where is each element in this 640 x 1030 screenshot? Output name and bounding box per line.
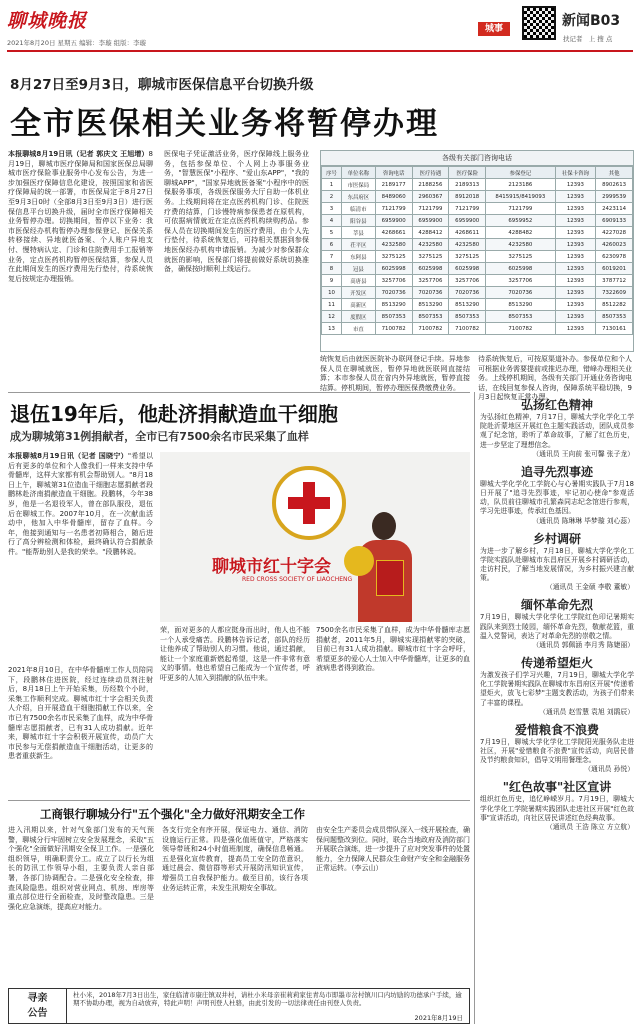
newspaper-logo: 聊城晚报: [7, 10, 88, 32]
table-row: [322, 287, 633, 299]
table-cell: 莘县: [342, 227, 376, 239]
sidebar-item-heading: 爱惜粮食不浪费: [514, 722, 599, 737]
table-cell: 1: [322, 179, 342, 191]
table-cell: 12393: [555, 263, 596, 275]
sidebar-item-text: 组织红色历史，追忆峥嵘岁月。7月19日，聊城大学化学化工学院暑期实践团队走进社区开展"红色故事"宣讲活动，向社区居民讲述红色经典故事。: [480, 795, 634, 822]
table-cell: 4268611: [449, 227, 486, 239]
table-cell: 12393: [555, 311, 596, 323]
table-cell: 2188256: [412, 179, 449, 191]
table-header-cell: 参保登记: [486, 167, 556, 179]
table-row: [322, 215, 633, 227]
qr-caption-2: 上 搜 点: [588, 35, 613, 43]
table-cell: 茌平区: [342, 239, 376, 251]
table-cell: 5: [322, 227, 342, 239]
lead-col-3: 统恢复后由就医医院补办联网登记手续。异地参保人员在聊城就医，暂停异地就医联网直接结算；本市参保人员在省内外异地就医，暂停直接结算。停机期间，暂停办理医保费缴费业务。: [320, 355, 470, 392]
donor-col-2: 2021年8月10日，在中华骨髓库工作人员陪同下，段鹏林住进医院，经过连续动员剂注射后，8月18日上午开始采集，历经数个小时，采集工作顺利完成。聊城市红十字会相关负责人介绍，自开展造血干细胞捐献工作以来，全市已有7500余名市民采集了血样，成为中华骨髓库志愿捐献者，已有31人成功捐献。近年来，聊城市红十字会积极开展宣传，动员广大市民参与无偿捐献造血干细胞活动，让更多的患者重获新生。: [8, 666, 153, 761]
table-cell: 8513290: [375, 299, 412, 311]
sidebar-item: [480, 778, 634, 832]
table-cell: 2423114: [596, 203, 633, 215]
sidebar-item-credit: （通讯员 孙悦）: [584, 765, 634, 774]
lead-col-4: 待系统恢复后，可按原渠道补办。参保单位和个人可根据业务需要提前或推迟办理，错峰办理相关业务。上线停机期间，各级有关部门开通业务咨询电话，在线回复参保人咨询，保障系统平稳切换，9月3日起恢复正常办理。: [478, 355, 632, 402]
table-cell: 2: [322, 191, 342, 203]
notice-label-2: 公告: [27, 1008, 48, 1019]
table-cell: 9: [322, 275, 342, 287]
table-cell: 3275125: [375, 251, 412, 263]
table-cell: 东昌府区: [342, 191, 376, 203]
sidebar-item-text: 为进一步了解乡村，7月18日，聊城大学化学化工学院实践队赴聊城市东昌府区开展乡村调研活动，走访村民，了解当地发展情况，为乡村振兴建言献策。: [480, 546, 634, 583]
sidebar-item: [480, 654, 634, 717]
table-cell: 12393: [555, 275, 596, 287]
icbc-headline: 工商银行聊城分行"五个强化"全力做好汛期安全工作: [40, 807, 305, 821]
table-header-row: [322, 167, 633, 179]
table-cell: 12393: [555, 215, 596, 227]
lead-col-1: [8, 150, 153, 375]
sidebar-item-credit: （通讯员 陈琳琳 毕梦璇 刘心蕊）: [532, 516, 634, 525]
bouquet-icon: [344, 546, 374, 576]
icbc-col-1: 进入汛期以来，针对气象部门发布的天气预警，聊城分行牢固树立安全发展理念，采取"五个强化"全面做好汛期安全保卫工作。一是强化组织领导，明确职责分工。成立了以行长为组长的防汛工作领导小组，主要负责人亲自部署，各部门协调配合。二是强化安全检查，排查风险隐患。组织对营业网点、机房、库房等重点部位进行全面检查，及时整改隐患。三是强化应急演练，提高应对能力。: [8, 826, 154, 911]
table-cell: 6959952: [486, 215, 556, 227]
table-row: [322, 227, 633, 239]
table-cell: 12393: [555, 227, 596, 239]
donor-figure: [350, 512, 420, 622]
table-cell: 6025998: [375, 263, 412, 275]
table-row: [322, 311, 633, 323]
donor-subhead: 成为聊城第31例捐献者，全市已有7500余名市民采集了血样: [10, 430, 309, 443]
table-cell: 12393: [555, 179, 596, 191]
table-cell: 4288482: [486, 227, 556, 239]
table-cell: 6025998: [449, 263, 486, 275]
table-header-cell: 其他: [596, 167, 633, 179]
table-cell: 8507353: [596, 311, 633, 323]
table-cell: 12393: [555, 287, 596, 299]
sidebar-item-heading: 传递希望炬火: [520, 656, 593, 671]
sidebar-item: [480, 721, 634, 775]
lead-col-1-text: 8月19日，聊城市医疗保障局和国家医保总局聊城市医疗保险事业服务中心发布公告，为进一步加强医疗保障信息化建设，按照国家和省医疗保障局的统一部署，市医保局定于8月27日至9月3日0时（全部8月3日至9月3日）进行医保信息平台切换升级，届时全市医疗保障相关业务暂停办理。切换期间，暂停以下业务：我市医保经办机构暂停办理参保登记、医保关系转移接续、异地就医备案、个人账户异地支付、慢特病认定、门诊和住院费用手工报销等业务，定点医药机构暂停医保结算，参保人员在此期间发生的医疗费用先行垫付，待系统恢复后按规定办理报销。: [8, 150, 153, 283]
table-row: [322, 191, 633, 203]
table-cell: 7020736: [449, 287, 486, 299]
table-header-cell: 咨询电话: [375, 167, 412, 179]
table-cell: 7100782: [375, 323, 412, 335]
notice-label-1: 寻亲: [27, 993, 48, 1004]
table-cell: 8507353: [486, 311, 556, 323]
table-cell: 6019201: [596, 263, 633, 275]
table-cell: 7: [322, 251, 342, 263]
table-row: [322, 263, 633, 275]
donor-col-1-text: "希望以后有更多的单位和个人像我们一样来支持中华骨髓库，这样大家都有机会帮助别人。"8月18日上午，聊城第31位造血干细胞志愿捐献者段鹏林赴济南捐献造血干细胞。段鹏林，今年38岁，他是一名退役军人，曾在部队服役，退伍后在聊城工作。2007年10月，在一次献血活动中，他加入中华骨髓库，留存了血样。今年，他接到通知与一名患者初筛相合，随后进行了高分辨检测和体检，最终确认符合捐献条件。"能帮助别人是我的荣幸。"段鹏林说。: [8, 452, 153, 556]
hotline-table: [320, 150, 634, 352]
table-cell: 7121799: [375, 203, 412, 215]
section-tag: 城事: [478, 22, 510, 36]
sidebar-item-heading: "红色故事"社区宣讲: [502, 780, 612, 795]
table-cell: 12393: [555, 203, 596, 215]
notice-text: 杜小米，2018年7月3日出生，家住临清市康庄镇双井村，请杜小米母亲崔莉莉家住青岛市即墨市岔村镇川口内坊励的功德承户手续，逾期不协助办理，视为自动放弃，特此声明！声明刊登人杜骆，由此引发的一切法律责任由刊登人负责。: [73, 991, 462, 1008]
notice-label: [9, 989, 67, 1023]
table-cell: 8: [322, 263, 342, 275]
table-cell: 阳谷县: [342, 215, 376, 227]
table-cell: 2189177: [375, 179, 412, 191]
sidebar-item-text: 为弘扬红色精神，7月17日，聊城大学化学化工学院赴沂蒙地区开展红色主题实践活动，团队成员参观了纪念馆，聆听了革命故事，了解了红色历史，进一步坚定了理想信念。: [480, 413, 634, 449]
table-cell: 7121799: [449, 203, 486, 215]
sidebar-item-text: 7月19日，聊城大学化学化工学院阳光服务队走进社区，开展"爱惜粮食不浪费"宣传活动，向居民普及节约粮食知识，倡导文明用餐理念。: [480, 737, 634, 765]
table-cell: 3275125: [486, 251, 556, 263]
table-cell: 7322609: [596, 287, 633, 299]
table-row: [322, 179, 633, 191]
sidebar-item: [480, 530, 634, 593]
table-cell: 6959900: [412, 215, 449, 227]
photo-org-name: 聊城市红十字会: [212, 557, 331, 577]
sidebar-item-credit: （通讯员 王浩 陈立 方立航）: [545, 823, 634, 832]
table-cell: 12393: [555, 299, 596, 311]
qr-code-icon: [522, 6, 556, 40]
sidebar-item-credit: （通讯员 赵雪慧 袁旭 刘鹃辰）: [539, 707, 634, 716]
sidebar-item-heading: 缅怀革命先烈: [520, 598, 593, 613]
sidebar-items: [480, 413, 634, 832]
table-cell: 11: [322, 299, 342, 311]
sidebar: [480, 396, 634, 1026]
certificate-icon: [376, 560, 404, 596]
table-cell: 4268661: [375, 227, 412, 239]
table-cell: 8489060: [375, 191, 412, 203]
table-cell: 12393: [555, 251, 596, 263]
table-cell: 3257706: [486, 275, 556, 287]
table-cell: 3275125: [412, 251, 449, 263]
table-cell: 4: [322, 215, 342, 227]
sidebar-divider: [474, 392, 475, 1024]
table-cell: 3275125: [449, 251, 486, 263]
table-cell: 6025998: [486, 263, 556, 275]
table-cell: 10: [322, 287, 342, 299]
table-header-cell: 医疗保险: [449, 167, 486, 179]
table-cell: 8507353: [412, 311, 449, 323]
lead-headline: 全市医保相关业务将暂停办理: [10, 106, 439, 142]
table-cell: 8912018: [449, 191, 486, 203]
table-cell: 市医保局: [342, 179, 376, 191]
red-cross-logo-icon: [272, 466, 346, 540]
table-row: [322, 203, 633, 215]
table-cell: 高新区: [342, 299, 376, 311]
table-cell: 12393: [555, 239, 596, 251]
table-cell: 4260023: [596, 239, 633, 251]
table-cell: 3257706: [412, 275, 449, 287]
table-cell: 6959900: [449, 215, 486, 227]
table-cell: 7121799: [486, 203, 556, 215]
table-cell: 3: [322, 203, 342, 215]
table-cell: 7020736: [412, 287, 449, 299]
sidebar-item-heading: 乡村调研: [532, 531, 581, 546]
icbc-rule: [8, 800, 470, 801]
table-cell: 8513290: [412, 299, 449, 311]
donor-photo: [160, 452, 470, 622]
icbc-col-3: 由安全生产委员会成员带队深入一线开展检查，确保问题整改到位。同时，联合当地政府及消防部门开展联合演练，进一步提升了应对突发事件的处置能力，全力保障人民群众生命财产安全和金融服务正常运转。（李云山）: [316, 826, 470, 873]
table-cell: 4227028: [596, 227, 633, 239]
sidebar-item: [480, 596, 634, 650]
table-cell: 7121799: [412, 203, 449, 215]
table-cell: 2960367: [412, 191, 449, 203]
donor-col-4: 7500余名市民采集了血样，成为中华骨髓库志愿捐献者，2011年5月，聊城实现捐献零的突破，目前已有31人成功捐献。聊城市红十字会呼吁，希望更多的爱心人士加入中华骨髓库，让更多的血液病患者得到救治。: [316, 626, 470, 673]
table-cell: 4232580: [375, 239, 412, 251]
table-cell: 8507353: [449, 311, 486, 323]
table-cell: 2189313: [449, 179, 486, 191]
table-cell: 13: [322, 323, 342, 335]
table-header-cell: 单位名称: [342, 167, 376, 179]
icbc-col-2: 各支行完全有序开展，保证电力、通信、消防设施运行正常。四是强化值班值守，严格落实领导带班和24小时值班制度，确保信息畅通。五是强化宣传教育，提高员工安全防范意识，通过晨会、微信群等形式开展防汛知识宣传，增强员工自我保护能力。截至目前，该行各项业务运转正常，未发生汛期安全事故。: [162, 826, 308, 892]
table-header-cell: 序号: [322, 167, 342, 179]
page-title: 新闻B03: [562, 13, 621, 29]
table-cell: 3257706: [449, 275, 486, 287]
donor-col-3: 荣，面对更多的人都应挺身而出时，他人也不能一个人承受痛苦。段鹏林告诉记者，部队的经历让他养成了帮助别人的习惯。他说，通过捐献，能让一个家庭重新燃起希望，这是一件非常有意义的事情。他也希望自己能成为一个宣传者，呼吁更多的人加入到捐献的队伍中来。: [160, 626, 310, 682]
table-row: [322, 239, 633, 251]
table-cell: 7100782: [486, 323, 556, 335]
masthead-rule: [7, 50, 633, 52]
table-cell: 8507353: [375, 311, 412, 323]
table-cell: 4232580: [486, 239, 556, 251]
table-cell: 冠县: [342, 263, 376, 275]
table-cell: 临清市: [342, 203, 376, 215]
sidebar-item-credit: （通讯员 郭佩涵 李月秀 陈婕丽）: [532, 641, 634, 650]
table-cell: 8513290: [449, 299, 486, 311]
notice-box: [8, 988, 470, 1024]
table-cell: 4232580: [412, 239, 449, 251]
lead-kicker: 8月27日至9月3日，聊城市医保信息平台切换升级: [10, 77, 314, 93]
table-cell: 4232580: [449, 239, 486, 251]
table-cell: 开发区: [342, 287, 376, 299]
table-row: [322, 275, 633, 287]
table-cell: 8902613: [596, 179, 633, 191]
table-cell: 7100782: [449, 323, 486, 335]
table-cell: 12393: [555, 191, 596, 203]
lead-col-2: 医保电子凭证激活业务，医疗保障线上服务业务，包括参保单位、个人网上办事服务业务，"智慧医保"小程序、"爱山东APP"，"我的聊城APP"，"国家异地就医备案"小程序中的医保服务事项，各级医保服务大厅自助一体机业务。上线期间将在定点医药机构门诊、住院医疗费的结算，门诊慢特病参保患者在原机构，可依据病情就近在定点医药机构续购药品。参保人员在切换期间发生的医疗费用，由个人先行垫付，待系统恢复后，可持相关票据到参保地医保经办机构申请报销。为减少对参保群众就医的影响，医保部门将提前做好系统切换准备，确保按时顺利上线运行。: [164, 150, 309, 274]
donor-rule: [8, 392, 470, 393]
table-grid: [321, 166, 633, 335]
sidebar-item-heading: 追寻先烈事迹: [520, 464, 593, 479]
table-cell: 6025998: [412, 263, 449, 275]
table-row: [322, 251, 633, 263]
table-cell: 东阿县: [342, 251, 376, 263]
table-cell: 2123186: [486, 179, 556, 191]
sidebar-item-text: 7月19日，聊城大学化学化工学院红色印记暑期实践队来到烈士陵园，缅怀革命先烈，敬献花篮，重温入党誓词，表达了对革命先烈的崇敬之情。: [480, 613, 634, 640]
table-cell: 8513290: [486, 299, 556, 311]
table-cell: 市直: [342, 323, 376, 335]
table-row: [322, 323, 633, 335]
table-cell: 7130161: [596, 323, 633, 335]
table-header-cell: 社保卡咨询: [555, 167, 596, 179]
notice-date: 2021年8月19日: [414, 1014, 463, 1022]
table-cell: 7020736: [375, 287, 412, 299]
qr-caption-1: 扶记者: [563, 35, 583, 43]
table-cell: 12: [322, 311, 342, 323]
table-cell: 4288412: [412, 227, 449, 239]
table-cell: 6909133: [596, 215, 633, 227]
table-cell: 6959900: [375, 215, 412, 227]
sidebar-item: [480, 463, 634, 526]
donor-headline: 退伍19年后，他赴济捐献造血干细胞: [10, 402, 338, 426]
sidebar-item-credit: （通讯员 王向前 张可馨 张子龙）: [532, 449, 634, 458]
table-cell: 3257706: [375, 275, 412, 287]
table-caption: 各级有关部门咨询电话: [321, 151, 633, 166]
masthead: [0, 0, 640, 52]
sidebar-item-text: 为激发孩子们学习兴趣，7月19日，聊城大学化学化工学院暑期实践队在聊城市东昌府区开展"传递希望炬火，放飞七彩梦"主题支教活动，为孩子们带来了丰富的课程。: [480, 671, 634, 707]
table-cell: 高唐县: [342, 275, 376, 287]
table-cell: 3787712: [596, 275, 633, 287]
qr-caption: [563, 34, 612, 43]
sidebar-item-credit: （通讯员 王金硕 李敬 董敏）: [545, 583, 634, 592]
photo-org-english: RED CROSS SOCIETY OF LIAOCHENG: [242, 576, 353, 583]
sidebar-item: [480, 413, 634, 459]
date-line: 2021年8月20日 星期五 编辑：李璇 组版：李璇: [7, 39, 147, 47]
table-row: [322, 299, 633, 311]
table-cell: 2999539: [596, 191, 633, 203]
table-cell: 6: [322, 239, 342, 251]
table-cell: 7100782: [412, 323, 449, 335]
table-cell: 8415915/8419093: [486, 191, 556, 203]
lead-byline: 本报聊城8月19日讯（记者 郭庆文 王旭增）: [8, 150, 149, 158]
table-header-cell: 医疗待遇: [412, 167, 449, 179]
sidebar-title: 弘扬红色精神: [520, 398, 593, 412]
table-cell: 12393: [555, 323, 596, 335]
donor-byline: 本报聊城8月19日讯（记者 国晓宁）: [8, 452, 128, 460]
table-cell: 度假区: [342, 311, 376, 323]
donor-col-1: [8, 452, 153, 662]
table-cell: 7020736: [486, 287, 556, 299]
sidebar-item-text: 聊城大学化学化工学院心与心暑期实践队于7月18日开展了"追寻先烈事迹，牢记初心使命"参观活动，队员前往聊城市孔繁森同志纪念馆进行参观，学习先进事迹，传承红色基因。: [480, 479, 634, 516]
table-cell: 8512282: [596, 299, 633, 311]
table-cell: 6230978: [596, 251, 633, 263]
